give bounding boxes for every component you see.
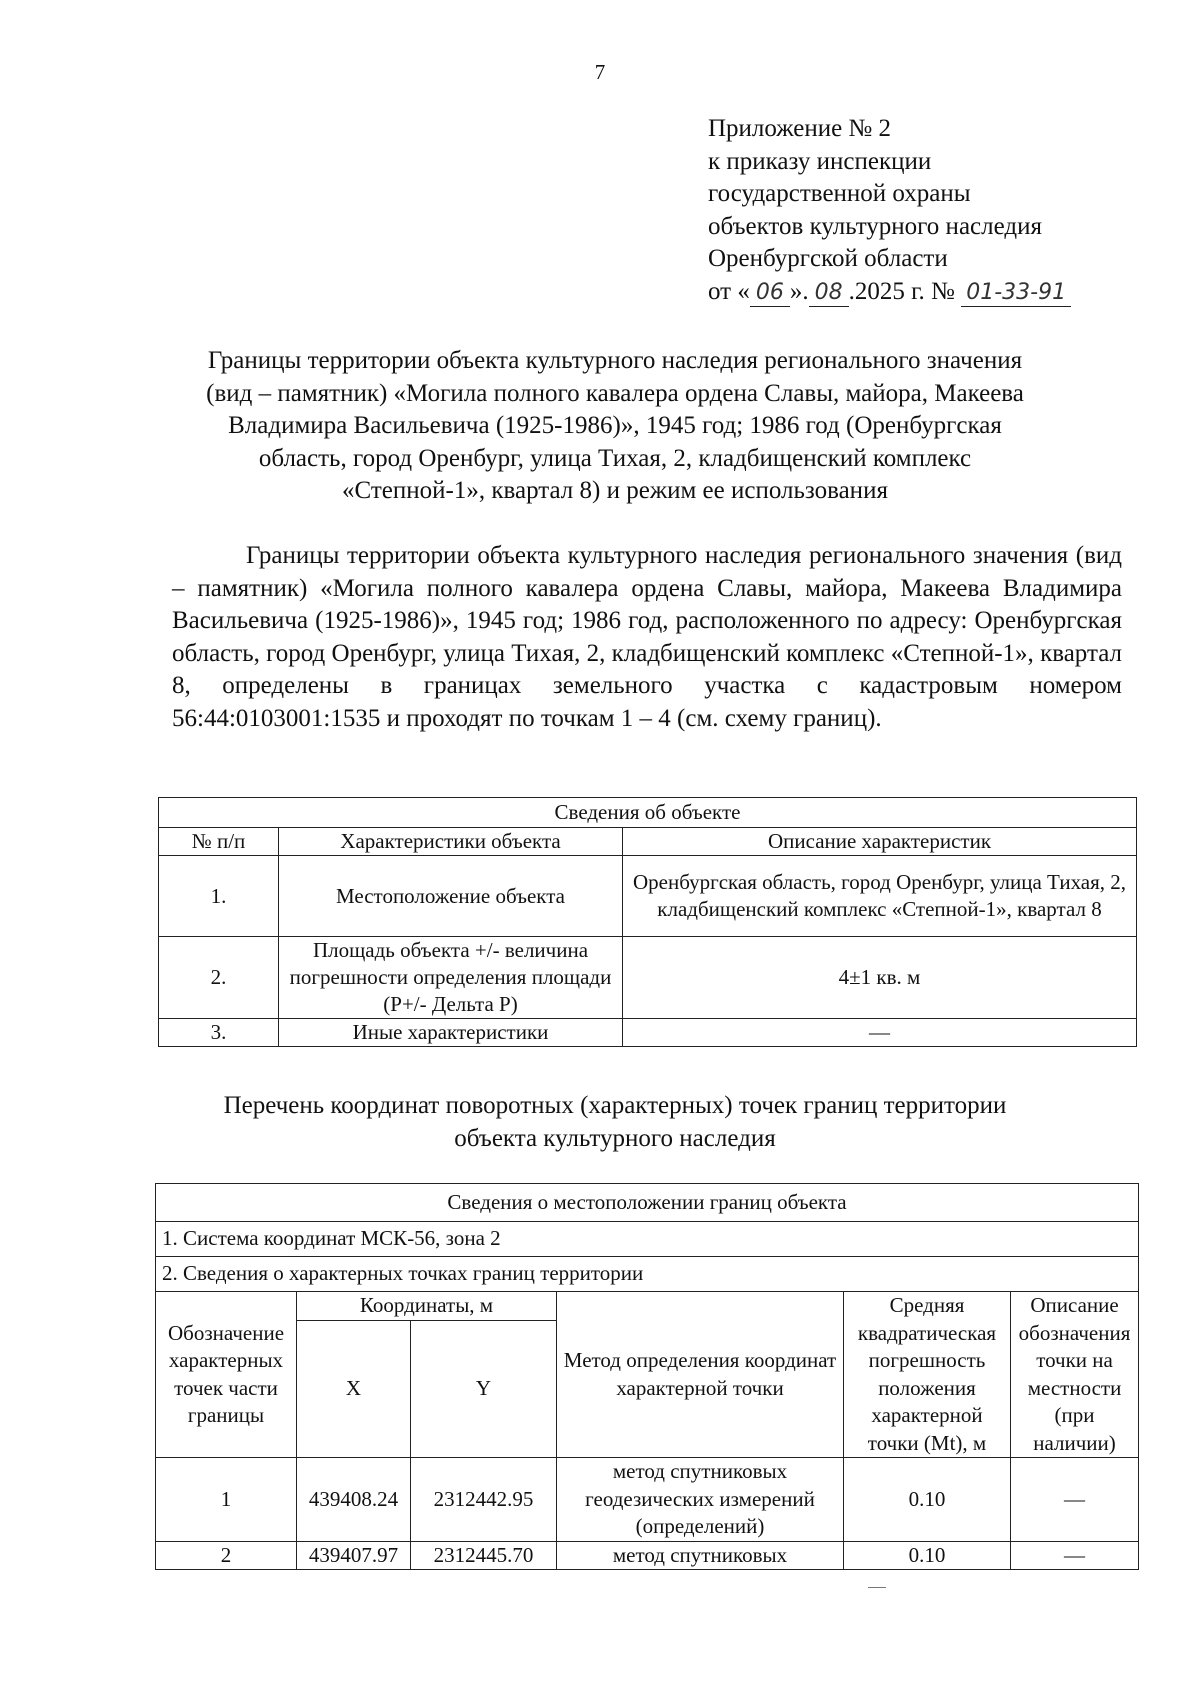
document-title [150, 345, 1080, 508]
appendix-block [708, 113, 1168, 308]
object-table-caption: Сведения об объекте [159, 798, 1137, 828]
point-description: — [1011, 1541, 1139, 1570]
column-header-y: Y [411, 1320, 557, 1457]
point-error: 0.10 [844, 1541, 1011, 1570]
column-header-description: Описание характеристик [623, 828, 1137, 856]
row-characteristic: Местоположение объекта [279, 856, 623, 937]
row-number: 2. [159, 937, 279, 1019]
row-description: — [623, 1019, 1137, 1047]
title-line: Владимира Васильевича (1925-1986)», 1945 год; 1986 год (Оренбургская [228, 412, 1002, 439]
title-line: область, город Оренбург, улица Тихая, 2, кладбищенский комплекс [258, 444, 972, 472]
coordinates-title [150, 1090, 1080, 1155]
point-x: 439407.97 [297, 1541, 411, 1570]
date-prefix: от « [708, 277, 750, 305]
appendix-date-line [708, 276, 1168, 309]
column-header-x: X [297, 1320, 411, 1457]
table-row [156, 1541, 1139, 1570]
coordinate-system: 1. Система координат МСК-56, зона 2 [156, 1222, 1139, 1257]
point-y: 2312445.70 [411, 1541, 557, 1570]
table-row [159, 856, 1137, 937]
column-header-point: Обозначение характерных точек части границы [156, 1292, 297, 1458]
appendix-line: Оренбургской области [708, 245, 948, 272]
date-separator: ». [789, 277, 809, 305]
body-paragraph: Границы территории объекта культурного наследия регионального значения (вид – памятник) «Могила полного кавалера ордена Славы, майора, Макеева Владимира Васильевича (1925-1986)», 1945 год; 1986 год, расположенного по адресу: Оренбургская область, город Оренбург, улица Тихая, 2, кладбищенский комплекс «Степной-1», квартал 8, определены в границах земельного участка с кадастровым номером 56:44:0103001:1535 и проходят по точкам 1 – 4 (см. схему границ). [172, 542, 1122, 732]
row-characteristic: Иные характеристики [279, 1019, 623, 1047]
point-method: метод спутниковых геодезических измерений (определений) [557, 1458, 844, 1542]
appendix-line: Приложение № 2 [708, 115, 892, 142]
column-header-method: Метод определения координат характерной точки [557, 1292, 844, 1458]
appendix-line: к приказу инспекции [708, 147, 932, 175]
object-info-table [158, 797, 1137, 1047]
row-description: 4±1 кв. м [623, 937, 1137, 1019]
point-method: метод спутниковых [557, 1541, 844, 1570]
row-number: 3. [159, 1019, 279, 1047]
point-number: 1 [156, 1458, 297, 1542]
title-line: (вид – памятник) «Могила полного кавалера ордена Славы, майора, Макеева [206, 379, 1024, 407]
points-heading: 2. Сведения о характерных точках границ территории [156, 1257, 1139, 1292]
appendix-line: государственной охраны [708, 180, 971, 207]
appendix-line: объектов культурного наследия [708, 212, 1042, 240]
handwritten-month: 08 [809, 280, 849, 307]
handwritten-order-number: 01-33-91 [961, 280, 1071, 307]
scan-mark [868, 1587, 886, 1588]
column-header-characteristic: Характеристики объекта [279, 828, 623, 856]
column-header-coordinates: Координаты, м [297, 1292, 557, 1321]
title-line: «Степной-1», квартал 8) и режим ее использования [342, 477, 888, 504]
coordinates-table-caption: Сведения о местоположении границ объекта [156, 1184, 1139, 1222]
column-header-point-description: Описание обозначения точки на местности (при наличии) [1011, 1292, 1139, 1458]
table-row [159, 1019, 1137, 1047]
coordinates-title-line: объекта культурного наследия [454, 1124, 776, 1152]
point-number: 2 [156, 1541, 297, 1570]
coordinates-table [155, 1183, 1139, 1570]
row-number: 1. [159, 856, 279, 937]
date-year: .2025 г. № [848, 277, 962, 305]
column-header-number: № п/п [159, 828, 279, 856]
row-description: Оренбургская область, город Оренбург, улица Тихая, 2, кладбищенский комплекс «Степной-1», квартал 8 [623, 856, 1137, 937]
point-y: 2312442.95 [411, 1458, 557, 1542]
point-x: 439408.24 [297, 1458, 411, 1542]
page-number: 7 [594, 60, 606, 84]
table-row [156, 1458, 1139, 1542]
table-row [159, 937, 1137, 1019]
column-header-error: Средняя квадратическая погрешность положения характерной точки (Mt), м [844, 1292, 1011, 1458]
row-characteristic: Площадь объекта +/- величина погрешности определения площади (Р+/- Дельта Р) [279, 937, 623, 1019]
title-line: Границы территории объекта культурного наследия регионального значения [207, 347, 1023, 374]
point-description: — [1011, 1458, 1139, 1542]
handwritten-day: 06 [750, 280, 790, 307]
coordinates-title-line: Перечень координат поворотных (характерных) точек границ территории [223, 1092, 1007, 1119]
point-error: 0.10 [844, 1458, 1011, 1542]
